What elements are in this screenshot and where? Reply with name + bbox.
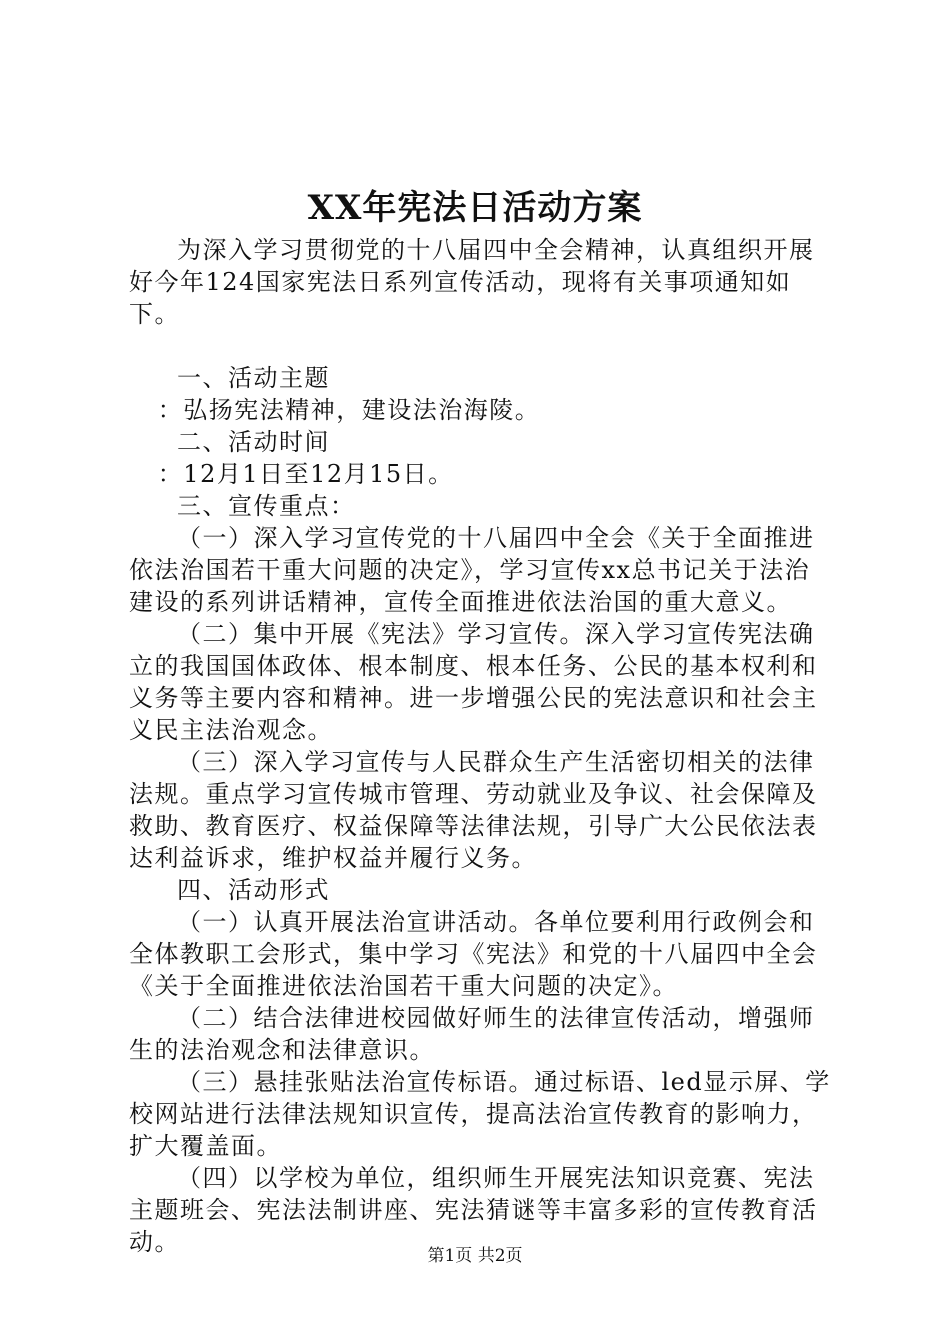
format-item-4: （四）以学校为单位，组织师生开展宪法知识竞赛、宪法主题班会、宪法法制讲座、宪法猜谜等丰富多彩的宣传教育活动。 [129,1164,818,1256]
document-body [129,234,833,1258]
section-heading-time: 二、活动时间 [177,428,330,456]
focus-item-2: （二）集中开展《宪法》学习宣传。深入学习宣传宪法确立的我国国体政体、根本制度、根本任务、公民的基本权利和义务等主要内容和精神。进一步增强公民的宪法意识和社会主义民主法治观念。 [129,620,818,744]
section-heading-format: 四、活动形式 [177,876,330,904]
document-title: XX年宪法日活动方案 [307,188,643,228]
time-content: ：12月1日至12月15日。 [157,460,454,488]
focus-item-3: （三）深入学习宣传与人民群众生产生活密切相关的法律法规。重点学习宣传城市管理、劳动就业及争议、社会保障及救助、教育医疗、权益保障等法律法规，引导广大公民依法表达利益诉求，维护权益并履行义务。 [129,748,818,872]
section-heading-theme: 一、活动主题 [177,364,330,392]
format-item-3: （三）悬挂张贴法治宣传标语。通过标语、led显示屏、学校网站进行法律法规知识宣传，提高法治宣传教育的影响力，扩大覆盖面。 [129,1068,831,1160]
format-item-2: （二）结合法律进校园做好师生的法律宣传活动，增强师生的法治观念和法律意识。 [129,1004,815,1064]
page-number-footer: 第1页 共2页 [427,1246,523,1266]
focus-item-1: （一）深入学习宣传党的十八届四中全会《关于全面推进依法治国若干重大问题的决定》，学习宣传xx总书记关于法治建设的系列讲话精神，宣传全面推进依法治国的重大意义。 [129,524,815,616]
format-item-1: （一）认真开展法治宣讲活动。各单位要利用行政例会和全体教职工会形式，集中学习《宪法》和党的十八届四中全会《关于全面推进依法治国若干重大问题的决定》。 [129,908,818,1000]
section-heading-focus: 三、宣传重点： [177,492,356,520]
intro-paragraph: 为深入学习贯彻党的十八届四中全会精神，认真组织开展好今年124国家宪法日系列宣传活动，现将有关事项通知如下。 [129,236,815,328]
theme-content: ：弘扬宪法精神，建设法治海陵。 [157,396,541,424]
